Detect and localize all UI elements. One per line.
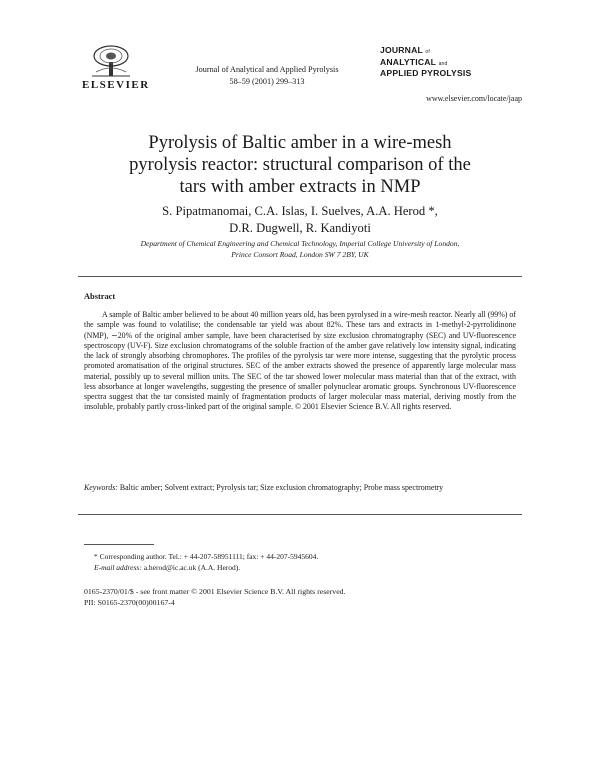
journal-logo-of: of [425, 49, 430, 55]
elsevier-tree-icon [88, 44, 134, 78]
title-line-1: Pyrolysis of Baltic amber in a wire-mesh [148, 133, 452, 153]
journal-name: Journal of Analytical and Applied Pyrolysis [195, 65, 339, 74]
abstract-body: A sample of Baltic amber believed to be about 40 million years old, has been pyrolysed in a wire-mesh reactor. Nearly all (99%) of the sample was found to volatilise; the condensable tar yield was about 82%. These tars and extracts in 1-methyl-2-pyrrolidinone (NMP), ∼20% of the original amber sample, have been characterised by size exclusion chromatography (SEC) and UV-fluorescence spectroscopy (UV-F). Size exclusion chromatograms of the soluble fraction of the amber gave relatively low intensity signal, indicating the lack of strongly absorbing chromophores. The profiles of the pyrolysis tar were more intense, suggesting that the pyrolytic process promoted aromatisation of the original structures. SEC of the amber extracts showed the presence of apparently large molecular mass material, possibly up to several million units. The SEC of the tar showed lower molecular mass material than that of the extract, with less absorbance at longer wavelengths, suggesting the presence of smaller polynuclear aromatic groups. Synchronous UV-fluorescence spectra suggest that the tar consisted mainly of fragmentation products of larger molecular mass material, deriving mostly from the insoluble, probably partly cross-linked part of the original sample. © 2001 Elsevier Science B.V. All rights reserved. [84, 310, 516, 412]
divider-bottom [78, 514, 522, 515]
author-affiliation [70, 238, 530, 260]
publisher-name: ELSEVIER [82, 79, 150, 91]
footnote [84, 552, 524, 573]
authors-line-2: D.R. Dugwell, R. Kandiyoti [229, 220, 371, 235]
affiliation-line-2: Prince Consort Road, London SW 7 2BY, UK [231, 250, 369, 259]
email-label: E-mail address: [94, 562, 142, 572]
journal-url[interactable]: www.elsevier.com/locate/jaap [426, 94, 522, 103]
pii-line: PII: S0165-2370(00)00167-4 [84, 597, 175, 607]
front-matter-line: 0165-2370/01/$ - see front matter © 2001 Elsevier Science B.V. All rights reserved. [84, 587, 346, 596]
article-authors [60, 203, 540, 236]
keywords [84, 483, 516, 493]
abstract-heading: Abstract [84, 292, 116, 301]
title-line-3: tars with amber extracts in NMP [179, 177, 421, 197]
journal-logo-line-2: ANALYTICAL [380, 56, 436, 67]
journal-logo-line-1: JOURNAL [380, 45, 423, 55]
authors-line-1: S. Pipatmanomai, C.A. Islas, I. Suelves, A.A. Herod *, [162, 204, 438, 218]
email-address[interactable]: a.herod@ic.ac.uk (A.A. Herod). [143, 562, 241, 572]
journal-reference [172, 64, 362, 88]
divider-top [78, 276, 522, 277]
copyright-block [84, 587, 346, 608]
corresponding-author-note: * Corresponding author. Tel.: + 44-207-58951111; fax: + 44-207-5945604. [94, 552, 319, 561]
footnote-divider [84, 544, 154, 545]
keywords-list: Baltic amber; Solvent extract; Pyrolysis tar; Size exclusion chromatography; Probe mass spectrometry [119, 483, 444, 492]
publisher-logo [82, 44, 150, 91]
title-line-2: pyrolysis reactor: structural comparison of the [129, 155, 471, 175]
keywords-label: Keywords: [84, 483, 118, 492]
article-title [60, 132, 540, 198]
journal-citation: 58–59 (2001) 299–313 [229, 77, 305, 86]
journal-logo-line-3: APPLIED PYROLYSIS [380, 68, 472, 78]
journal-logo [380, 46, 471, 79]
journal-logo-and: and [438, 60, 448, 67]
affiliation-line-1: Department of Chemical Engineering and Chemical Technology, Imperial College University of London, [140, 239, 460, 248]
email-note [84, 563, 524, 574]
